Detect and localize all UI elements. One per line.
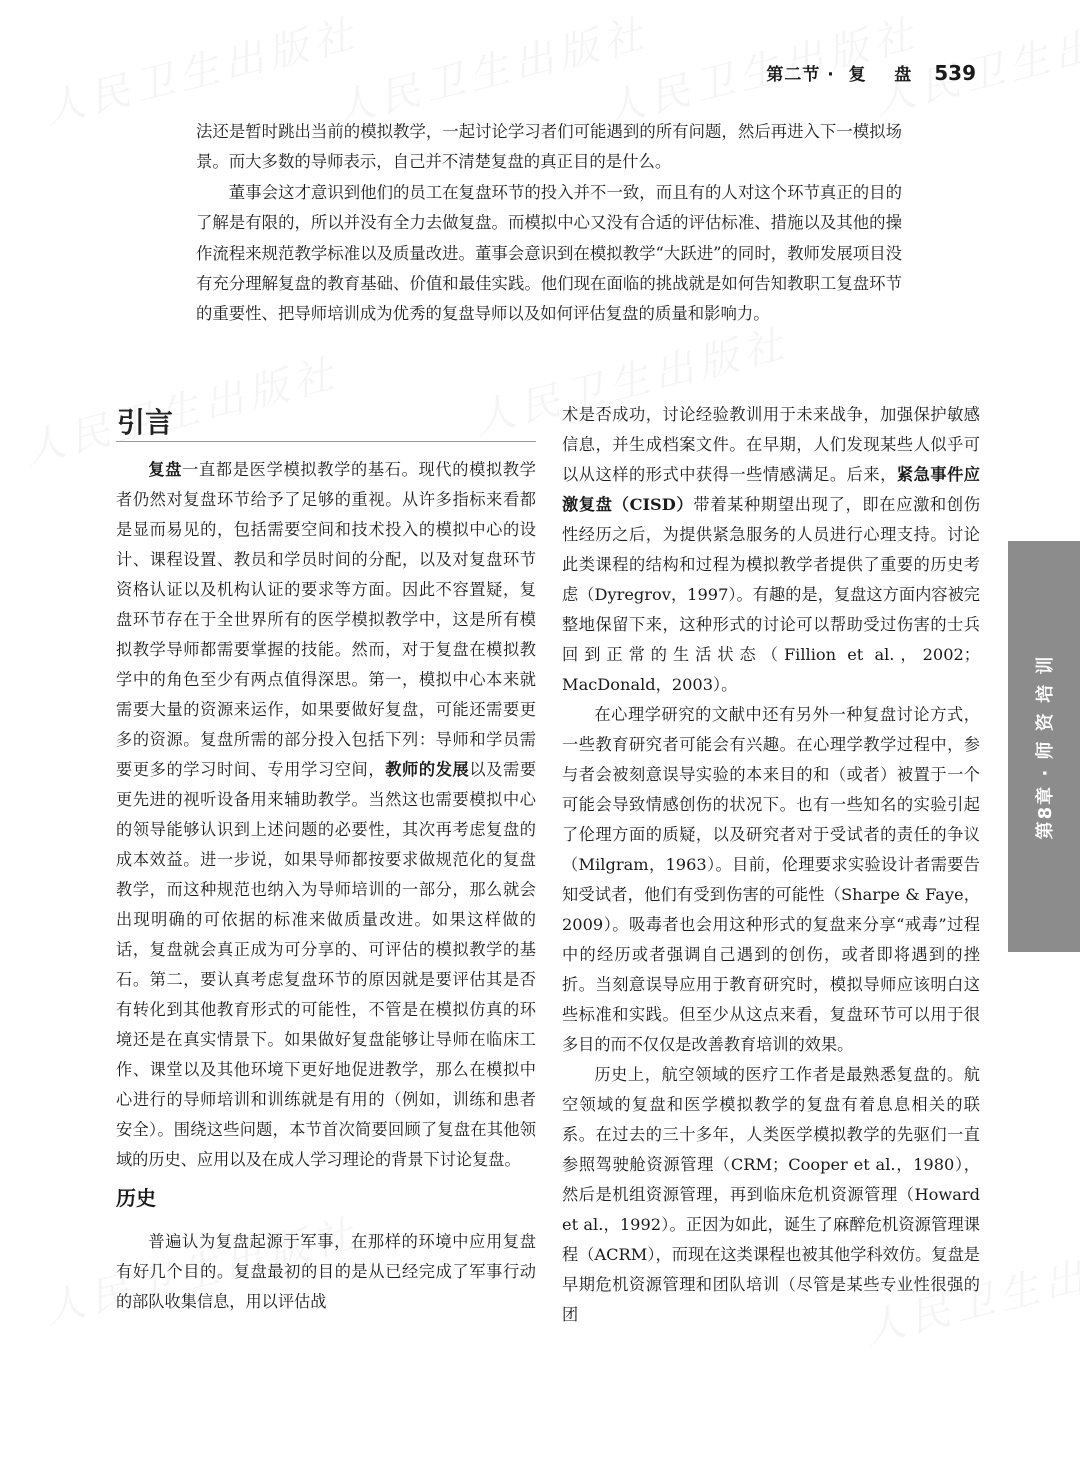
bold-term: 教师的发展 [385,760,470,779]
intro-paragraph [116,455,536,1175]
chapter-label: 第8章 · 师 资 培 训 [1035,654,1056,839]
bold-term: 紧急事件应激复盘（CISD） [562,465,980,514]
right-column [562,400,980,1330]
watermark [328,2,654,135]
case-text-block [196,117,902,330]
watermark [38,2,364,135]
chapter-side-tab [1008,541,1080,952]
body-text: 一直都是医学模拟教学的基石。现代的模拟教学者仍然对复盘环节给予了足够的重视。从许多指标来看都是显而易见的，包括需要空间和技术投入的模拟中心的设计、课程设置、教员和学员时间的分配，以及对复盘环节资格认证以及机构认证的要求等方面。因此不容置疑，复盘环节存在于全世界所有的医学模拟教学中，这是所有模拟教学导师都需要掌握的技能。然而，对于复盘在模拟教学中的角色至少有两点值得深思。第一，模拟中心本来就需要大量的资源来运作，如果要做好复盘，可能还需要更多的资源。复盘所需的部分投入包括下列：导师和学员需要更多的学习时间、专用学习空间， [116,460,536,779]
bold-term: 复盘 [148,460,183,479]
section-heading: 第二节 · 复 盘 [766,65,913,85]
body-text: 以及需要更先进的视听设备用来辅助教学。当然这也需要模拟中心的领导能够认识到上述问题的必要性，其次再考虑复盘的成本效益。进一步说，如果导师都按要求做规范化的复盘教学，而这种规范也纳入为导师培训的一部分，那么就会出现明确的可依据的标准来做质量改进。如果这样做的话，复盘就会真正成为可分享的、可评估的模拟教学的基石。第二，要认真考虑复盘环节的原因就是要评估其是否有转化到其他教育形式的可能性，不管是在模拟仿真的环境还是在真实情景下。如果做好复盘能够让导师在临床工作、课堂以及其他环境下更好地促进教学，那么在模拟中心进行的导师培训和训练就是有用的（例如，训练和患者安全）。围绕这些问题，本节首次简要回顾了复盘在其他领域的历史、应用以及在成人学习理论的背景下讨论复盘。 [116,760,537,1169]
page-number: 539 [934,61,976,85]
body-paragraph: 历史上，航空领域的医疗工作者是最熟悉复盘的。航空领域的复盘和医学模拟教学的复盘有着息息相关的联系。在过去的三十多年，人类医学模拟教学的先驱们一直参照驾驶舱资源管理（CRM；Cooper et al.，1980），然后是机组资源管理，再到临床危机资源管理（Howard et al.，1992）。正因为如此，诞生了麻醉危机资源管理课程（ACRM），而现在这类课程也被其他学科效仿。复盘是早期危机资源管理和团队培训（尽管是某些专业性很强的团 [562,1065,980,1324]
left-column [116,455,536,1317]
body-text: 术是否成功，讨论经验教训用于未来战争，加强保护敏感信息，并生成档案文件。在早期，人们发现某些人似乎可以从这样的形式中获得一些情感满足。后来， [562,405,980,484]
body-paragraph [562,400,980,700]
case-paragraph: 董事会这才意识到他们的员工在复盘环节的投入并不一致，而且有的人对这个环节真正的目的了解是有限的，所以并没有全力去做复盘。而模拟中心又没有合适的评估标准、措施以及其他的操作流程来规范教学标准以及质量改进。董事会意识到在模拟教学“大跃进”的同时，教师发展项目没有充分理解复盘的教育基础、价值和最佳实践。他们现在面临的挑战就是如何告知教职工复盘环节的重要性、把导师培训成为优秀的复盘导师以及如何评估复盘的质量和影响力。 [196,182,902,324]
case-paragraph: 法还是暂时跳出当前的模拟教学，一起讨论学习者们可能遇到的所有问题，然后再进入下一模拟场景。而大多数的导师表示，自己并不清楚复盘的真正目的是什么。 [196,122,902,172]
history-paragraph: 普遍认为复盘起源于军事，在那样的环境中应用复盘有好几个目的。复盘最初的目的是从已经完成了军事行动的部队收集信息，用以评估战 [116,1232,536,1311]
title-divider [116,441,536,442]
running-head [766,60,976,85]
intro-title: 引言 [117,406,174,439]
body-text: 带着某种期望出现了，即在应激和创伤性经历之后，为提供紧急服务的人员进行心理支持。讨论此类课程的结构和过程为模拟教学者提供了重要的历史考虑（Dyregrov，1997）。有趣的是，复盘这方面内容被完整地保留下来，这种形式的讨论可以帮助受过伤害的士兵回到正常的生活状态（Fillion et al.，2002；MacDonald，2003）。 [562,495,981,694]
body-paragraph: 在心理学研究的文献中还有另外一种复盘讨论方式，一些教育研究者可能会有兴趣。在心理学教学过程中，参与者会被刻意误导实验的本来目的和（或者）被置于一个可能会导致情感创伤的状况下。也有一些知名的实验引起了伦理方面的质疑，以及研究者对于受试者的责任的争议（Milgram，1963）。目前，伦理要求实验设计者需要告知受试者，他们有受到伤害的可能性（Sharpe & Faye，2009）。吸毒者也会用这种形式的复盘来分享“戒毒”过程中的经历或者强调自己遇到的创伤，或者即将遇到的挫折。当刻意误导应用于教育研究时，模拟导师应该明白这些标准和实践。但至少从这点来看，复盘环节可以用于很多目的而不仅仅是改善教育培训的效果。 [562,705,980,1054]
history-heading: 历史 [116,1186,156,1210]
